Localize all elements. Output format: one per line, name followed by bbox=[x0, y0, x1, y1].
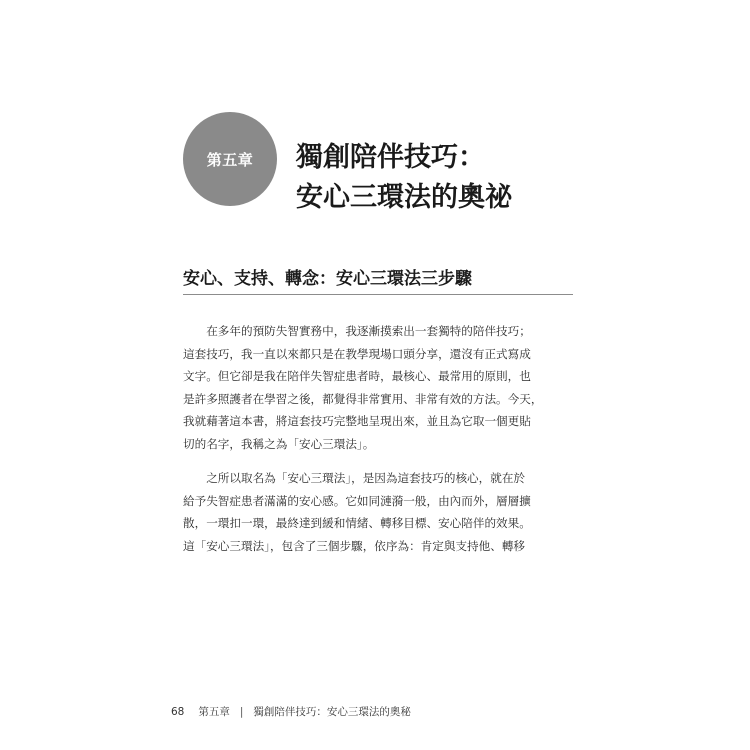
footer-chapter-label: 第五章 bbox=[198, 706, 230, 718]
paragraph-1 bbox=[183, 320, 575, 455]
text-line: 我就藉著這本書，將這套技巧完整地呈現出來，並且為它取一個更貼 bbox=[183, 414, 531, 428]
chapter-title-line-1: 獨創陪伴技巧： bbox=[296, 142, 485, 173]
text-line: 散，一環扣一環，最終達到緩和情緒、轉移目標、安心陪伴的效果。 bbox=[183, 516, 531, 530]
text-line: 在多年的預防失智實務中，我逐漸摸索出一套獨特的陪伴技巧； bbox=[183, 324, 531, 338]
section-heading: 安心、支持、轉念：安心三環法三步驟 bbox=[183, 269, 472, 289]
paragraph-2 bbox=[183, 467, 575, 557]
text-line: 是許多照護者在學習之後，都覺得非常實用、非常有效的方法。今天， bbox=[183, 391, 543, 406]
text-line: 這套技巧，我一直以來都只是在教學現場口頭分享，還沒有正式寫成 bbox=[183, 346, 531, 361]
chapter-badge-label: 第五章 bbox=[206, 150, 254, 169]
footer-separator: | bbox=[239, 705, 244, 718]
text-line: 文字。但它卻是我在陪伴失智症患者時，最核心、最常用的原則，也 bbox=[183, 369, 531, 383]
body-text bbox=[183, 320, 575, 557]
page-footer bbox=[171, 704, 411, 719]
footer-chapter-title: 獨創陪伴技巧：安心三環法的奧秘 bbox=[253, 706, 411, 718]
text-line: 切的名字，我稱之為「安心三環法」。 bbox=[183, 436, 375, 451]
chapter-badge bbox=[183, 112, 277, 206]
section-divider bbox=[183, 294, 573, 295]
text-line: 給予失智症患者滿滿的安心感。它如同漣漪一般，由內而外，層層擴 bbox=[183, 493, 531, 508]
page-number: 68 bbox=[171, 705, 185, 718]
chapter-title bbox=[296, 138, 512, 218]
chapter-title-line-2: 安心三環法的奧祕 bbox=[296, 182, 512, 213]
text-line: 這「安心三環法」，包含了三個步驟，依序為：肯定與支持他、轉移 bbox=[183, 538, 526, 553]
text-line: 之所以取名為「安心三環法」，是因為這套技巧的核心，就在於 bbox=[183, 471, 526, 485]
